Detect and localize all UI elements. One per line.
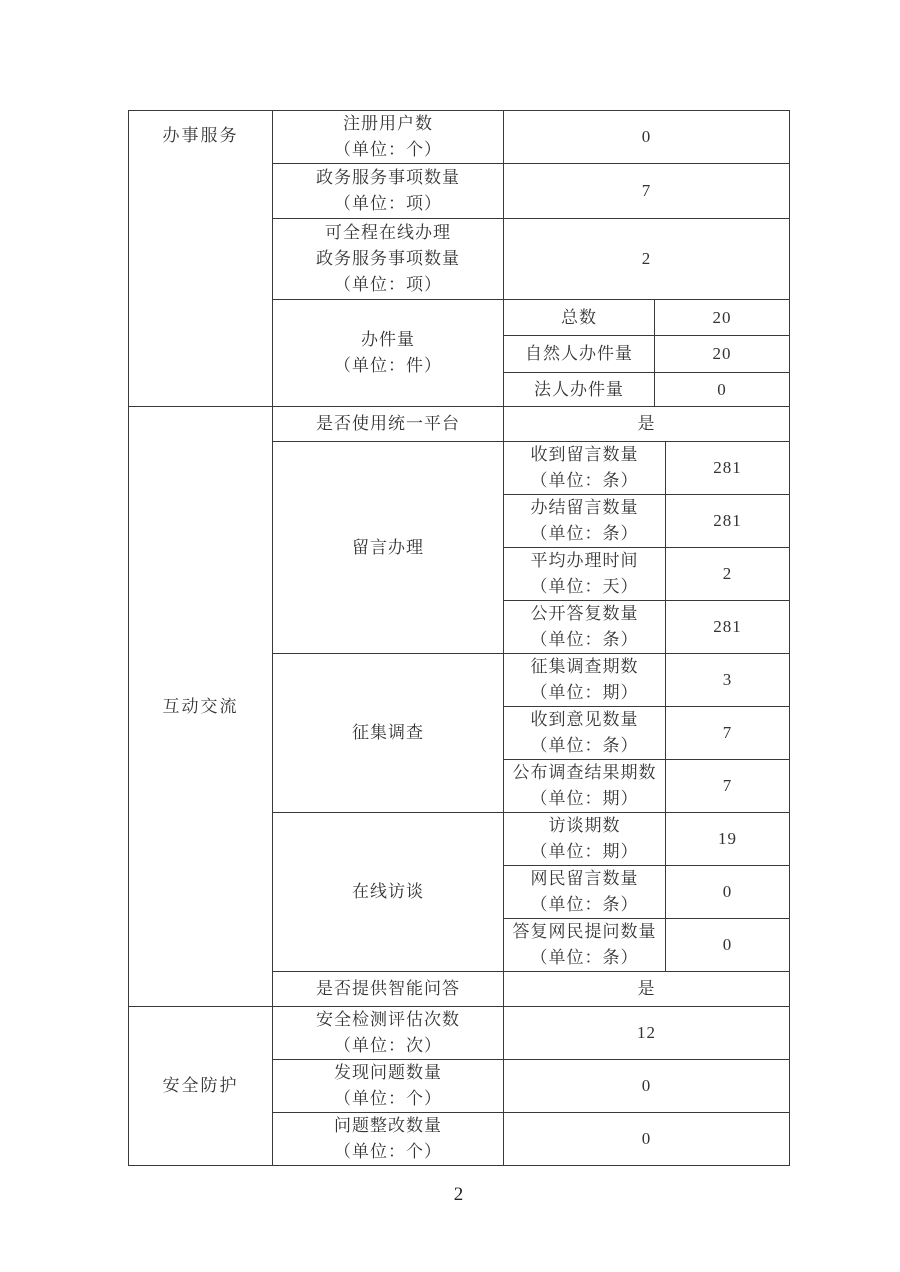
value-cell-public-replies: 281 [666, 601, 790, 654]
row-unit: （单位：条） [530, 736, 639, 755]
row-unit: （单位：条） [530, 895, 639, 914]
label-cell-survey: 征集调查 [273, 654, 504, 813]
value-cell-survey-periods: 3 [666, 654, 790, 707]
section-label: 办事服务 [162, 126, 239, 145]
label-cell-registered-users [273, 111, 504, 164]
row-label: 可全程在线办理 [325, 223, 451, 242]
row-unit: （单位：个） [334, 140, 442, 159]
row-unit: （单位：个） [334, 1089, 442, 1108]
row-unit: （单位：条） [530, 948, 639, 967]
row-label: 办件量 [361, 330, 415, 349]
row-label: 公开答复数量 [530, 604, 639, 623]
row-unit: （单位：天） [530, 577, 639, 596]
value-cell-service-items: 7 [504, 164, 790, 219]
value-cell-completed-messages: 281 [666, 495, 790, 548]
row-label: 收到意见数量 [530, 710, 639, 729]
row-label: 发现问题数量 [334, 1063, 442, 1082]
value-cell-netizen-messages: 0 [666, 866, 790, 919]
section-cell-interaction [129, 407, 273, 1007]
page-number: 2 [453, 1184, 464, 1205]
sublabel-cell-netizen-replies [504, 919, 666, 972]
row-label: 办结留言数量 [530, 498, 639, 517]
row-label: 注册用户数 [343, 114, 433, 133]
row-unit: （单位：件） [334, 356, 442, 375]
row-label: 网民留言数量 [530, 869, 639, 888]
label-cell-unified-platform: 是否使用统一平台 [273, 407, 504, 442]
section-cell-service [129, 111, 273, 407]
label-cell-smart-qa: 是否提供智能问答 [273, 972, 504, 1007]
sublabel-cell-survey-periods [504, 654, 666, 707]
label-cell-case-volume [273, 300, 504, 407]
value-cell-natural-person: 20 [655, 336, 790, 373]
sublabel-cell-total: 总数 [504, 300, 655, 336]
row-unit: （单位：个） [334, 1142, 442, 1161]
row-unit: （单位：条） [530, 524, 639, 543]
row-unit: （单位：期） [530, 789, 639, 808]
value-cell-received-messages: 281 [666, 442, 790, 495]
row-unit: （单位：次） [334, 1036, 442, 1055]
value-cell-smart-qa: 是 [504, 972, 790, 1007]
value-cell-problems-found: 0 [504, 1060, 790, 1113]
value-cell-netizen-replies: 0 [666, 919, 790, 972]
value-cell-interview-periods: 19 [666, 813, 790, 866]
value-cell-security-checks: 12 [504, 1007, 790, 1060]
value-cell-legal-person: 0 [655, 373, 790, 407]
row-label: 安全检测评估次数 [316, 1010, 460, 1029]
row-label: 平均办理时间 [530, 551, 639, 570]
row-label: 政务服务事项数量 [316, 168, 460, 187]
label-cell-problems-rectified [273, 1113, 504, 1166]
sublabel-cell-avg-handling-time [504, 548, 666, 601]
row-unit: （单位：期） [530, 842, 639, 861]
label-cell-service-items [273, 164, 504, 219]
sublabel-cell-received-messages [504, 442, 666, 495]
row-label: 收到留言数量 [530, 445, 639, 464]
row-unit: （单位：项） [334, 194, 442, 213]
row-label: 问题整改数量 [334, 1116, 442, 1135]
label-cell-security-checks [273, 1007, 504, 1060]
value-cell-avg-handling-time: 2 [666, 548, 790, 601]
value-cell-published-results: 7 [666, 760, 790, 813]
row-unit: （单位：条） [530, 471, 639, 490]
label-cell-message-handling: 留言办理 [273, 442, 504, 654]
value-cell-problems-rectified: 0 [504, 1113, 790, 1166]
row-label: 访谈期数 [548, 816, 621, 835]
label-cell-online-interview: 在线访谈 [273, 813, 504, 972]
section-label: 互动交流 [162, 696, 239, 716]
section-label: 安全防护 [162, 1076, 239, 1095]
value-cell-received-opinions: 7 [666, 707, 790, 760]
row-unit: （单位：期） [530, 683, 639, 702]
row-label: 征集调查期数 [530, 657, 639, 676]
sublabel-cell-published-results [504, 760, 666, 813]
value-cell-unified-platform: 是 [504, 407, 790, 442]
row-unit: （单位：项） [334, 275, 442, 294]
sublabel-cell-netizen-messages [504, 866, 666, 919]
label-cell-problems-found [273, 1060, 504, 1113]
government-service-statistics-table [128, 110, 790, 1166]
value-cell-registered-users: 0 [504, 111, 790, 164]
row-unit: （单位：条） [530, 630, 639, 649]
sublabel-cell-natural-person: 自然人办件量 [504, 336, 655, 373]
row-label: 公布调查结果期数 [512, 763, 657, 782]
section-cell-security [129, 1007, 273, 1166]
row-label-line2: 政务服务事项数量 [316, 249, 460, 268]
sublabel-cell-legal-person: 法人办件量 [504, 373, 655, 407]
sublabel-cell-received-opinions [504, 707, 666, 760]
label-cell-full-online-items [273, 219, 504, 300]
sublabel-cell-public-replies [504, 601, 666, 654]
sublabel-cell-interview-periods [504, 813, 666, 866]
sublabel-cell-completed-messages [504, 495, 666, 548]
row-label: 答复网民提问数量 [512, 922, 657, 941]
value-cell-total: 20 [655, 300, 790, 336]
value-cell-full-online-items: 2 [504, 219, 790, 300]
